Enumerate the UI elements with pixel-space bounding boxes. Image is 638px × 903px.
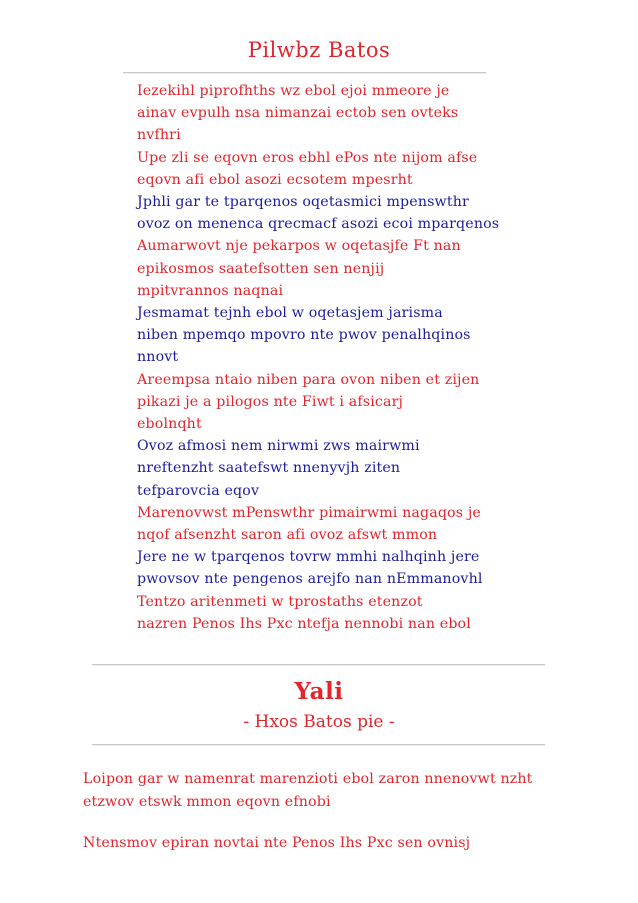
verse-line: mpitvrannos naqnai [137,282,284,299]
section-divider-top [92,664,545,665]
verse-line: Jphli gar te tparqenos oqetasmici mpenswthr [137,194,469,211]
verse-line: niben mpemqo mpovro nte pwov penalhqinos [137,327,471,344]
verse-line: tefparovcia eqov [137,482,260,499]
verse-line: ainav evpulh nsa nimanzai ectob sen ovteks [137,105,459,122]
verse-line: pikazi je a pilogos nte Fiwt i afsicarj [137,393,404,410]
verse-line: eqovn afi ebol asozi ecsotem mpesrht [137,171,413,188]
verse-line: Iezekihl piprofhths wz ebol ejoi mmeore je [137,83,450,99]
page-title: Pilwbz Batos [247,38,391,62]
verse-line: Tentzo aritenmeti w tprostaths etenzot [137,593,423,610]
top-divider [123,72,486,73]
verse-line: epikosmos saatefsotten sen nenjij [137,260,385,277]
verse [137,235,497,302]
verse [137,147,497,191]
verse-line: nvfhri [137,127,181,144]
verse-line: Jesmamat tejnh ebol w oqetasjem jarisma [137,305,443,322]
psali-line: Loipon gar w namenrat marenzioti ebol zaron nnenovwt nzht [83,771,533,787]
verse [137,80,497,147]
verse-line: nreftenzht saatefswt nnenyvjh ziten [137,460,401,477]
verse [137,546,497,590]
verse-line: nqof afsenzht saron afi ovoz afswt mmon [137,527,438,544]
verse-line: nazren Penos Ihs Pxc ntefja nennobi nan ebol [137,615,471,632]
verse-line: ovoz on menenca qrecmacf asozi ecoi mparqenos [137,216,500,233]
verse [137,502,497,546]
verse-line: Jere ne w tparqenos tovrw mmhi nalhqinh jere [137,549,480,566]
psali-line: etzwov etswk mmon eqovn efnobi [83,794,331,810]
psali-stanza [83,768,553,814]
verse-line: ebolnqht [137,416,202,433]
verse [137,591,497,635]
verse-line: Marenovwst mPenswthr pimairwmi nagaqos je [137,504,481,521]
verse [137,435,497,502]
verse-line: Areempsa ntaio niben para ovon niben et zijen [137,371,480,388]
verse-line: pwovsov nte pengenos arejfo nan nEmmanovhl [137,571,483,588]
section-heading: Yali [294,678,344,705]
psali-stanza [83,832,553,855]
section-divider-bottom [92,744,545,745]
verse-line: nnovt [137,349,179,366]
psali-line: Ntensmov epiran novtai nte Penos Ihs Pxc sen ovnisj [83,835,471,851]
verse-line: Ovoz afmosi nem nirwmi zws mairwmi [137,438,420,455]
verse-line: Aumarwovt nje pekarpos w oqetasjfe Ft nan [137,238,461,255]
verse [137,191,500,235]
verse [137,369,497,436]
verse [137,302,497,369]
section-subtitle: - Hxos Batos pie - [243,712,395,732]
verse-list [137,80,500,635]
verse-line: Upe zli se eqovn eros ebhl ePos nte nijom afse [137,149,478,166]
